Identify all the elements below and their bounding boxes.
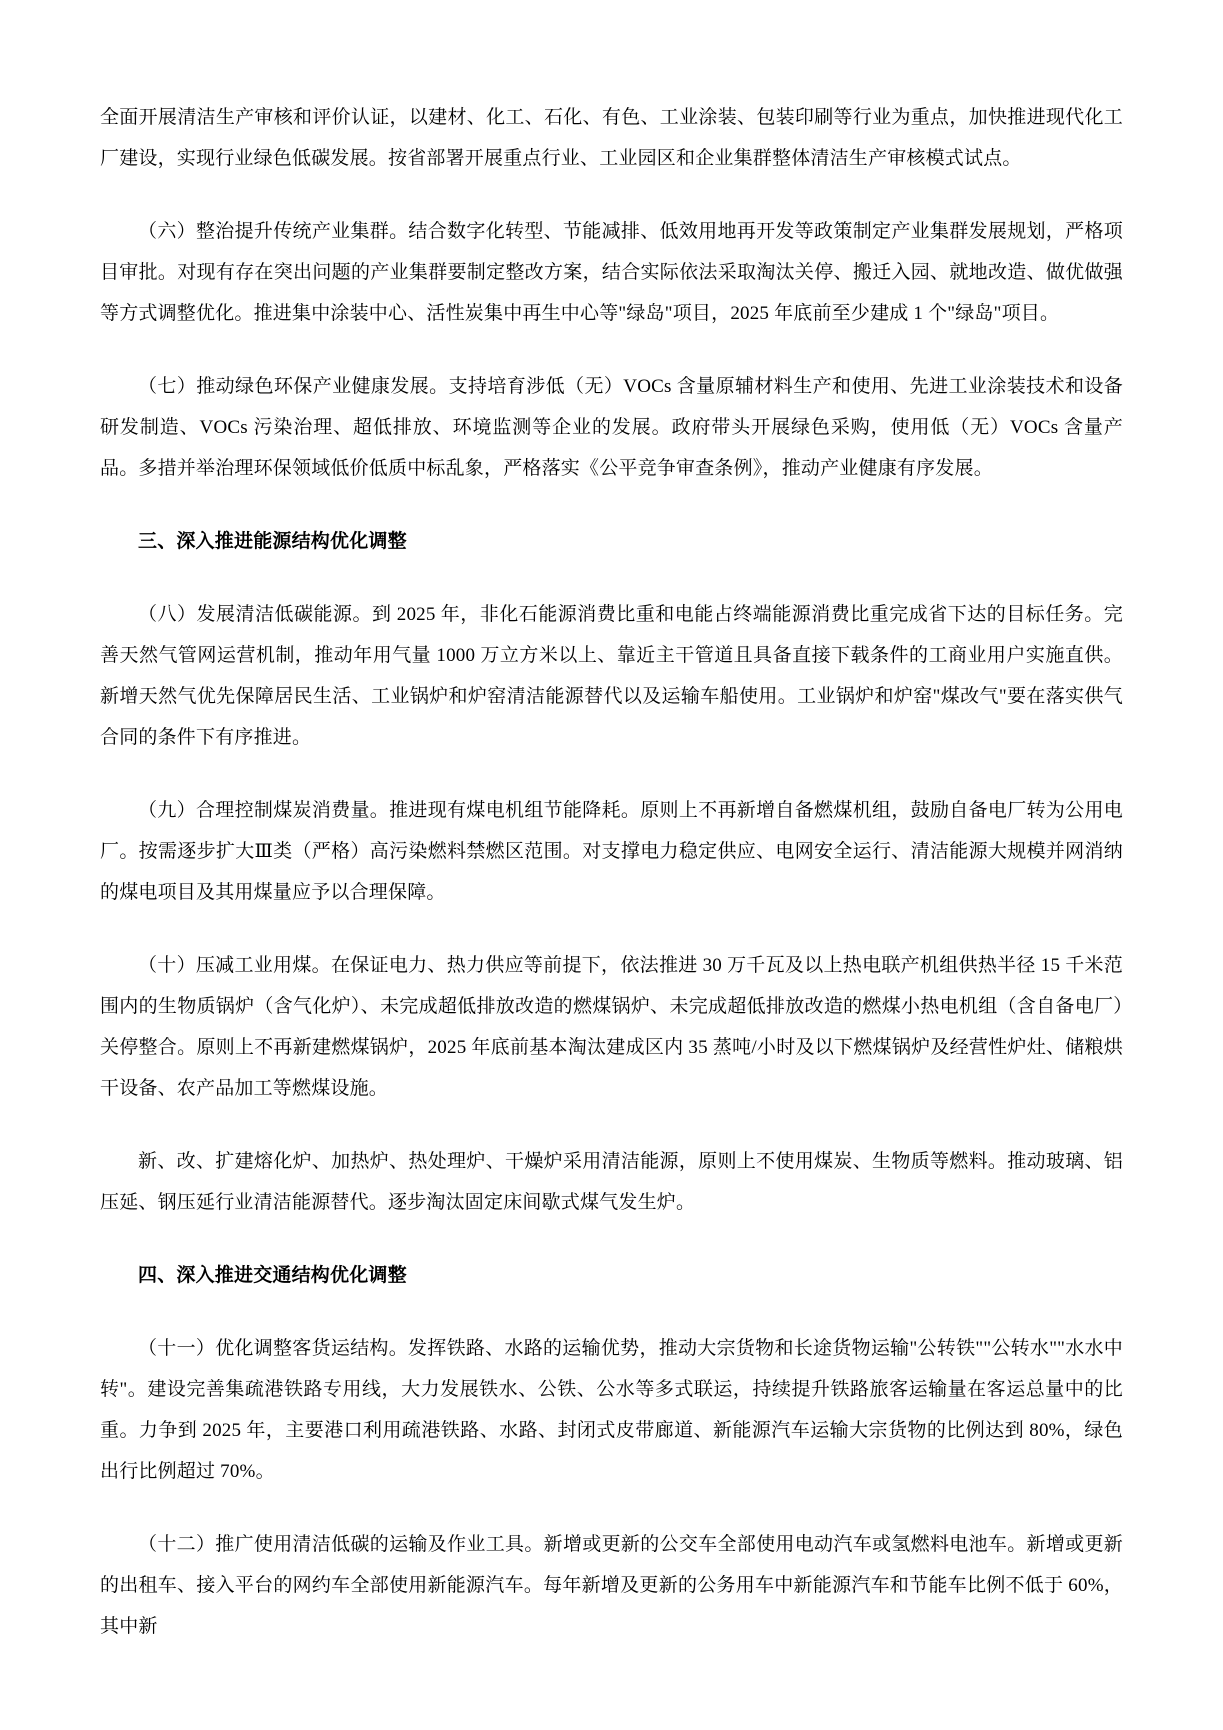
paragraph-item-7: （七）推动绿色环保产业健康发展。支持培育涉低（无）VOCs 含量原辅材料生产和使用、先进工业涂装技术和设备研发制造、VOCs 污染治理、超低排放、环境监测等企业的发展。政府带头开展绿色采购，使用低（无）VOCs 含量产品。多措并举治理环保领域低价低质中标乱象，严格落实《公平竞争审查条例》，推动产业健康有序发展。: [100, 376, 1123, 479]
paragraph-item-9: （九）合理控制煤炭消费量。推进现有煤电机组节能降耗。原则上不再新增自备燃煤机组，鼓励自备电厂转为公用电厂。按需逐步扩大Ⅲ类（严格）高污染燃料禁燃区范围。对支撑电力稳定供应、电网安全运行、清洁能源大规模并网消纳的煤电项目及其用煤量应予以合理保障。: [100, 800, 1123, 903]
paragraph-item-12: （十二）推广使用清洁低碳的运输及作业工具。新增或更新的公交车全部使用电动汽车或氢燃料电池车。新增或更新的出租车、接入平台的网约车全部使用新能源汽车。每年新增及更新的公务用车中新能源汽车和节能车比例不低于 60%，其中新: [100, 1534, 1123, 1637]
paragraph-furnaces: 新、改、扩建熔化炉、加热炉、热处理炉、干燥炉采用清洁能源，原则上不使用煤炭、生物质等燃料。推动玻璃、铝压延、钢压延行业清洁能源替代。逐步淘汰固定床间歇式煤气发生炉。: [100, 1151, 1123, 1213]
paragraph-item-11: （十一）优化调整客货运结构。发挥铁路、水路的运输优势，推动大宗货物和长途货物运输"公转铁""公转水""水水中转"。建设完善集疏港铁路专用线，大力发展铁水、公铁、公水等多式联运，持续提升铁路旅客运输量在客运总量中的比重。力争到 2025 年，主要港口利用疏港铁路、水路、封闭式皮带廊道、新能源汽车运输大宗货物的比例达到 80%，绿色出行比例超过 70%。: [100, 1338, 1123, 1482]
paragraph-continuation: 全面开展清洁生产审核和评价认证，以建材、化工、石化、有色、工业涂装、包装印刷等行业为重点，加快推进现代化工厂建设，实现行业绿色低碳发展。按省部署开展重点行业、工业园区和企业集群整体清洁生产审核模式试点。: [100, 107, 1123, 169]
paragraph-item-10: （十）压减工业用煤。在保证电力、热力供应等前提下，依法推进 30 万千瓦及以上热电联产机组供热半径 15 千米范围内的生物质锅炉（含气化炉）、未完成超低排放改造的燃煤锅炉、未完成超低排放改造的燃煤小热电机组（含自备电厂）关停整合。原则上不再新建燃煤锅炉，2025 年底前基本淘汰建成区内 35 蒸吨/小时及以下燃煤锅炉及经营性炉灶、储粮烘干设备、农产品加工等燃煤设施。: [100, 955, 1123, 1099]
paragraph-item-6: （六）整治提升传统产业集群。结合数字化转型、节能减排、低效用地再开发等政策制定产业集群发展规划，严格项目审批。对现有存在突出问题的产业集群要制定整改方案，结合实际依法采取淘汰关停、搬迁入园、就地改造、做优做强等方式调整优化。推进集中涂装中心、活性炭集中再生中心等"绿岛"项目，2025 年底前至少建成 1 个"绿岛"项目。: [100, 221, 1123, 324]
section-heading-4: 四、深入推进交通结构优化调整: [138, 1265, 407, 1286]
section-heading-3: 三、深入推进能源结构优化调整: [138, 531, 407, 552]
paragraph-item-8: （八）发展清洁低碳能源。到 2025 年，非化石能源消费比重和电能占终端能源消费比重完成省下达的目标任务。完善天然气管网运营机制，推动年用气量 1000 万立方米以上、靠近主干管道且具备直接下载条件的工商业用户实施直供。新增天然气优先保障居民生活、工业锅炉和炉窑清洁能源替代以及运输车船使用。工业锅炉和炉窑"煤改气"要在落实供气合同的条件下有序推进。: [100, 604, 1123, 748]
